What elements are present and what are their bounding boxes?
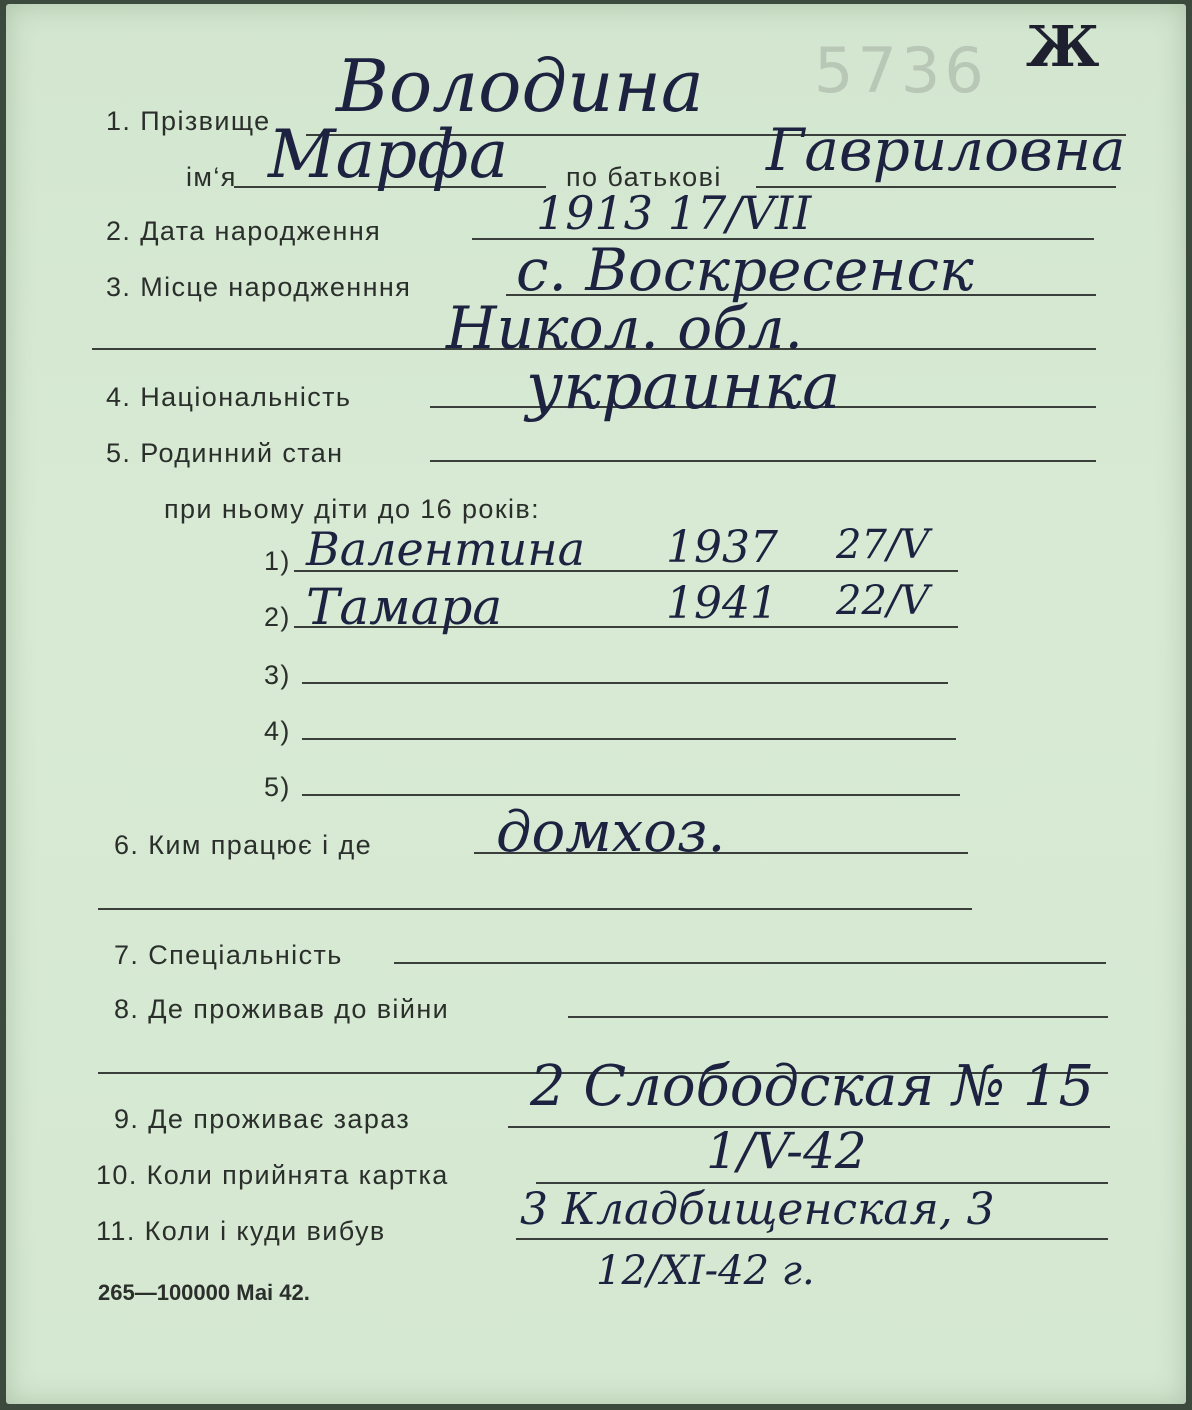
child-year-1: 1937 (666, 522, 778, 573)
registration-card (6, 4, 1186, 1404)
prewar-residence-line (568, 1016, 1108, 1018)
archive-number: 5736 (814, 34, 988, 107)
child-num-4: 4) (264, 716, 291, 746)
patronymic-label: по батькові (566, 162, 722, 192)
marital-status-label: 5. Родинний стан (106, 438, 344, 468)
specialty-label: 7. Спеціальність (114, 940, 343, 970)
departure-value: 3 Кладбищенская, 3 (520, 1184, 995, 1235)
birth-date-label: 2. Дата народження (106, 216, 382, 246)
child-num-2: 2) (264, 602, 291, 632)
surname-label: 1. Прізвище (106, 106, 271, 136)
name-value: Марфа (268, 116, 509, 193)
departure-value-2: 12/XI-42 г. (596, 1248, 815, 1294)
departure-line (516, 1238, 1108, 1240)
employment-label: 6. Ким працює і де (114, 830, 373, 860)
child-name-1: Валентина (306, 522, 586, 576)
archive-letter: Ж (1026, 14, 1100, 80)
child-name-2: Тамара (306, 578, 503, 636)
child-num-1: 1) (264, 546, 291, 576)
child-year-2: 1941 (666, 578, 778, 629)
child-line-5 (302, 794, 960, 796)
current-residence-label: 9. Де проживає зараз (114, 1104, 411, 1134)
surname-value: Володина (336, 44, 704, 128)
current-residence-value: 2 Слободская № 15 (530, 1054, 1095, 1119)
birth-place-value-2: Никол. обл. (446, 294, 803, 362)
child-date-2: 22/V (836, 578, 930, 624)
marital-status-line (430, 460, 1096, 462)
birth-place-label: 3. Місце народженння (106, 272, 412, 302)
children-label: при ньому діти до 16 років: (164, 494, 541, 524)
employment-line-2 (98, 908, 972, 910)
prewar-residence-label: 8. Де проживав до війни (114, 994, 450, 1024)
print-run-footer: 265—100000 Маі 42. (98, 1280, 310, 1305)
child-date-1: 27/V (836, 522, 930, 568)
child-line-3 (302, 682, 948, 684)
specialty-line (394, 962, 1106, 964)
nationality-value: украинка (526, 350, 841, 424)
card-accepted-value: 1/V-42 (706, 1122, 867, 1180)
child-num-5: 5) (264, 772, 291, 802)
card-accepted-label: 10. Коли прийнята картка (96, 1160, 449, 1190)
patronymic-value: Гавриловна (766, 116, 1126, 184)
birth-place-value: с. Воскресенск (516, 236, 974, 304)
name-label: ім‘я (186, 162, 237, 192)
child-line-4 (302, 738, 956, 740)
child-num-3: 3) (264, 660, 291, 690)
departure-label: 11. Коли і куди вибув (96, 1216, 386, 1246)
nationality-label: 4. Національність (106, 382, 352, 412)
birth-date-value: 1913 17/VII (536, 186, 812, 240)
employment-value: домхоз. (496, 800, 726, 865)
